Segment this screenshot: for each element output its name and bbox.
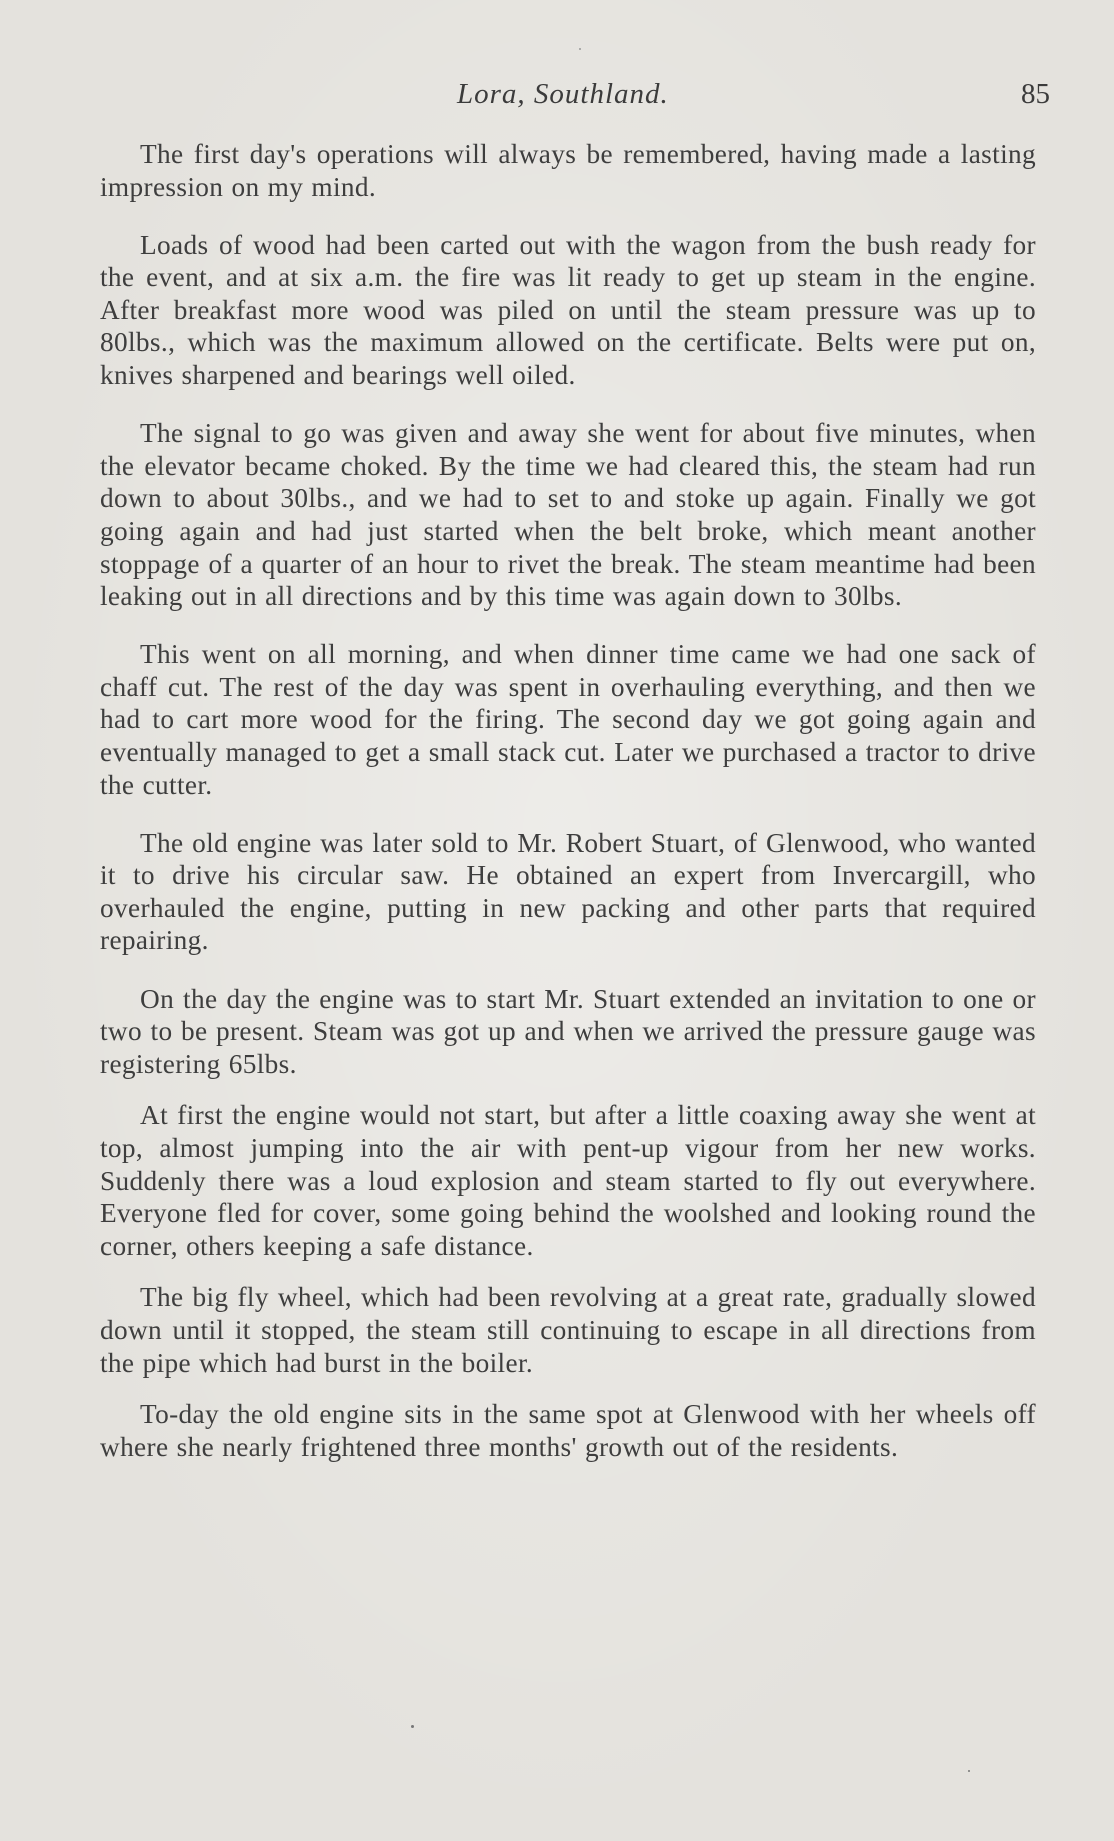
paragraph-fly-wheel: The big fly wheel, which had been revolving at a great rate, gradually slowed down until it stopped, the steam still continuing to escape in all directions from the pipe which had burst in the boiler. <box>100 1282 1036 1378</box>
paper-speck <box>968 1770 970 1772</box>
paper-speck <box>579 48 581 50</box>
paragraph-day-of-start: On the day the engine was to start Mr. Stuart extended an invitation to one or two to be present. Steam was got up and when we arrived the pressure gauge was registering 65lbs. <box>100 983 1036 1079</box>
paragraph-signal-to-go: The signal to go was given and away she went for about five minutes, when the elevator became choked. By the time we had cleared this, the steam had run down to about 30lbs., and we had to set to and stoke up again. Finally we got going again and had just started when the belt broke, which meant another stoppage of a quarter of an hour to rivet the break. The steam meantime had been leaking out in all directions and by this time was again down to 30lbs. <box>100 418 1036 612</box>
page-number: 85 <box>1021 78 1050 110</box>
page-header <box>145 78 1050 118</box>
paragraph-explosion: At first the engine would not start, but after a little coaxing away she went at top, almost jumping into the air with pent-up vigour from her new works. Suddenly there was a loud explosion and steam started to fly out everywhere. Everyone fled for cover, some going behind the woolshed and looking round the corner, others keeping a safe distance. <box>100 1100 1036 1261</box>
paragraph-engine-sold: The old engine was later sold to Mr. Robert Stuart, of Glenwood, who wanted it to drive his circular saw. He obtained an expert from Invercargill, who overhauled the engine, putting in new packing and other parts that required repairing. <box>100 827 1036 956</box>
paragraph-to-day: To-day the old engine sits in the same spot at Glenwood with her wheels off where she nearly frightened three months' growth out of the residents. <box>100 1399 1036 1462</box>
paper-speck <box>411 1725 414 1728</box>
body-text <box>100 138 1036 1489</box>
paragraph-all-morning: This went on all morning, and when dinner time came we had one sack of chaff cut. The rest of the day was spent in overhauling everything, and then we had to cart more wood for the firing. The second day we got going again and eventually managed to get a small stack cut. Later we purchased a tractor to drive the cutter. <box>100 639 1036 800</box>
paragraph-loads-of-wood: Loads of wood had been carted out with the wagon from the bush ready for the event, and at six a.m. the fire was lit ready to get up steam in the engine. After breakfast more wood was piled on until the steam pressure was up to 80lbs., which was the maximum allowed on the certificate. Belts were put on, knives sharpened and bearings well oiled. <box>100 229 1036 391</box>
paragraph-first-day: The first day's operations will always be remembered, having made a lasting impression on my mind. <box>100 139 1036 202</box>
running-title: Lora, Southland. <box>457 78 669 110</box>
